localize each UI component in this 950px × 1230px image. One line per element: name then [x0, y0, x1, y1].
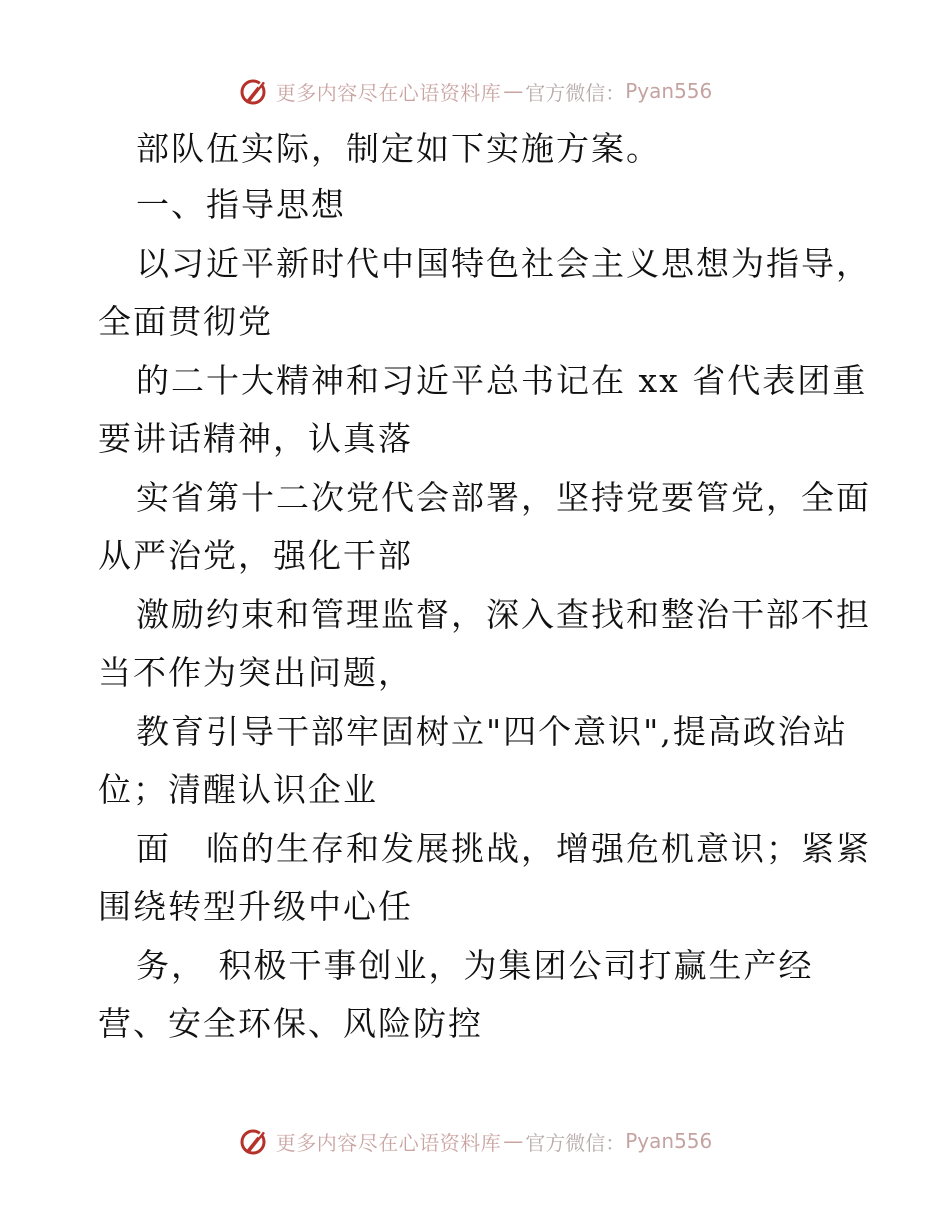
watermark-separator: —: [503, 1129, 524, 1153]
watermark-wechat-id: Pyan556: [625, 79, 713, 103]
text-line: 面 临的生存和发展挑战，增强危机意识；紧紧: [136, 829, 871, 868]
quill-pen-logo-icon: [238, 1125, 270, 1157]
text-line: 全面贯彻党: [98, 302, 273, 341]
watermark-separator: —: [503, 79, 524, 103]
text-line: 营、安全环保、风险防控: [98, 1004, 483, 1043]
text-line: 实省第十二次党代会部署，坚持党要管党，全面: [136, 478, 871, 517]
watermark-text: 更多内容尽在心语资料库: [275, 80, 502, 105]
quill-pen-logo-icon: [238, 75, 270, 107]
text-line: 教育引导干部牢固树立"四个意识",提高政治站: [136, 712, 848, 751]
text-line: 务， 积极干事创业，为集团公司打赢生产经: [136, 946, 814, 985]
watermark-wechat-id: Pyan556: [625, 1129, 713, 1153]
text-line: 位；清醒认识企业: [98, 770, 378, 809]
text-line: 以习近平新时代中国特色社会主义思想为指导，: [136, 244, 871, 283]
watermark-banner-top: [0, 71, 950, 111]
text-line: 激励约束和管理监督，深入查找和整治干部不担: [136, 595, 871, 634]
watermark-wechat-label: 官方微信：: [525, 1130, 626, 1155]
text-line: 从严治党，强化干部: [98, 536, 413, 575]
text-line: 当不作为突出问题，: [98, 653, 413, 692]
watermark-banner-bottom: [0, 1121, 950, 1161]
watermark-wechat-label: 官方微信：: [525, 80, 626, 105]
watermark-text: 更多内容尽在心语资料库: [275, 1130, 502, 1155]
text-line: 要讲话精神，认真落: [98, 419, 413, 458]
section-heading: 一、指导思想: [136, 185, 346, 224]
text-line: 部队伍实际，制定如下实施方案。: [136, 129, 661, 168]
text-line: 围绕转型升级中心任: [98, 887, 413, 926]
text-line: 的二十大精神和习近平总书记在 xx 省代表团重: [136, 361, 868, 400]
